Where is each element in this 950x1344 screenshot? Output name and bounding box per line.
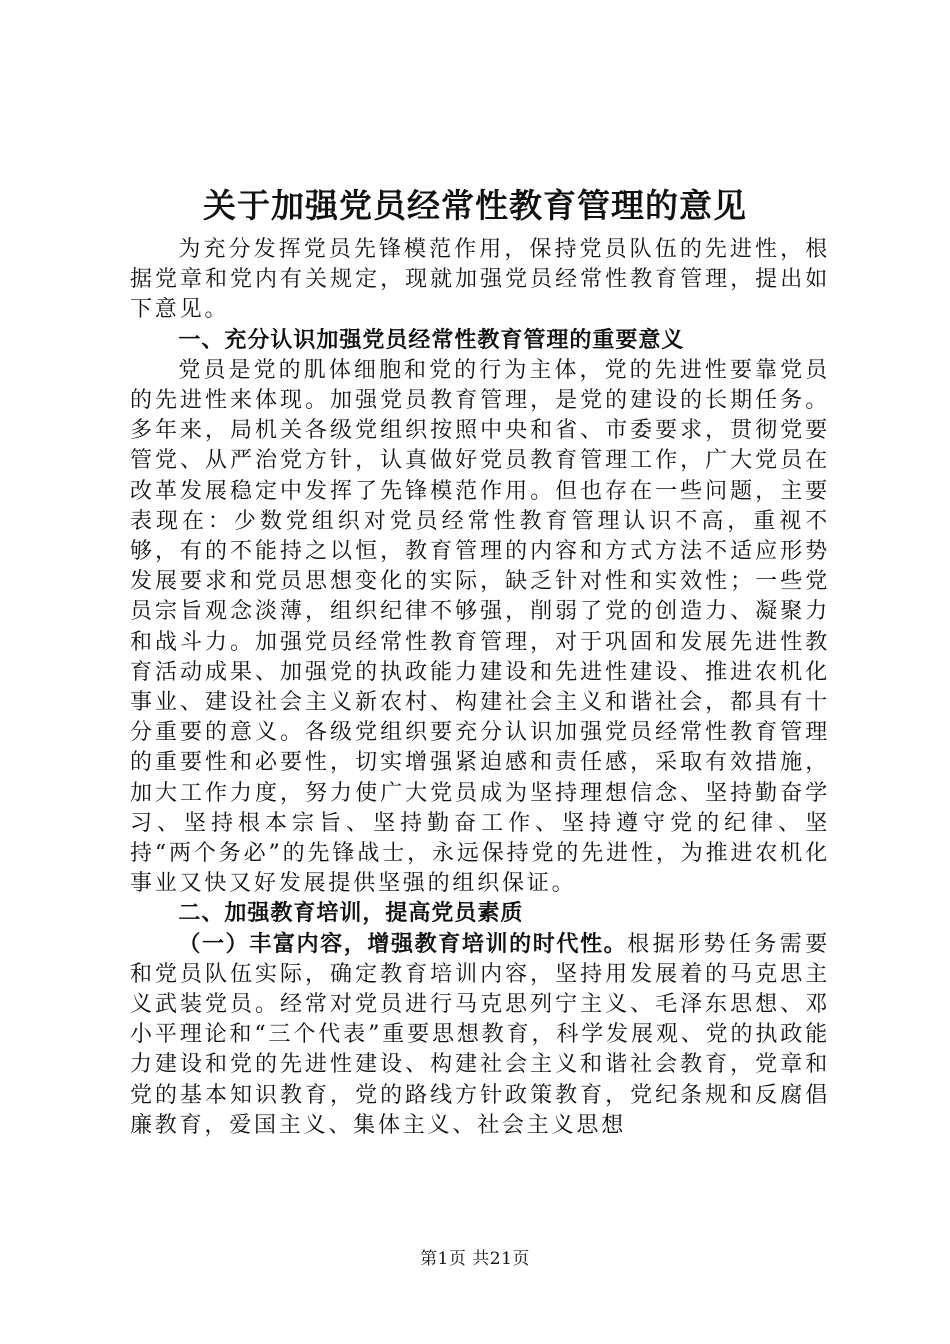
section-1-heading: 一、充分认识加强党员经常性教育管理的重要意义	[178, 327, 685, 353]
section-2-sub-1-paragraph	[130, 930, 830, 1141]
section-2-sub-1-body: 根据形势任务需要和党员队伍实际，确定教育培训内容，坚持用发展着的马克思主义武装党员。经常对党员进行马克思列宁主义、毛泽东思想、邓小平理论和“三个代表”重要思想教育，科学发展观、党的执政能力建设和党的先进性建设、构建社会主义和谐社会教育，党章和党的基本知识教育，党的路线方针政策教育，党纪条规和反腐倡廉教育，爱国主义、集体主义、社会主义思想	[130, 931, 830, 1138]
section-2-sub-1-lead: （一）丰富内容，增强教育培训的时代性。	[178, 931, 628, 957]
document-title: 关于加强党员经常性教育管理的意见	[203, 186, 747, 225]
intro-paragraph: 为充分发挥党员先锋模范作用，保持党员队伍的先进性，根据党章和党内有关规定，现就加强党员经常性教育管理，提出如下意见。	[130, 237, 830, 323]
page-footer: 第1页 共21页	[420, 1249, 530, 1269]
document-body	[130, 235, 830, 1141]
section-2-heading: 二、加强教育培训，提高党员素质	[178, 901, 524, 927]
section-1-paragraph: 党员是党的肌体细胞和党的行为主体，党的先进性要靠党员的先进性来体现。加强党员教育管理，是党的建设的长期任务。多年来，局机关各级党组织按照中央和省、市委要求，贯彻党要管党、从严治党方针，认真做好党员教育管理工作，广大党员在改革发展稳定中发挥了先锋模范作用。但也存在一些问题，主要表现在：少数党组织对党员经常性教育管理认识不高，重视不够，有的不能持之以恒，教育管理的内容和方式方法不适应形势发展要求和党员思想变化的实际，缺乏针对性和实效性；一些党员宗旨观念淡薄，组织纪律不够强，削弱了党的创造力、凝聚力和战斗力。加强党员经常性教育管理，对于巩固和发展先进性教育活动成果、加强党的执政能力建设和先进性建设、推进农机化事业、建设社会主义新农村、构建社会主义和谐社会，都具有十分重要的意义。各级党组织要充分认识加强党员经常性教育管理的重要性和必要性，切实增强紧迫感和责任感，采取有效措施，加大工作力度，努力使广大党员成为坚持理想信念、坚持勤奋学习、坚持根本宗旨、坚持勤奋工作、坚持遵守党的纪律、坚持“两个务必”的先锋战士，永远保持党的先进性，为推进农机化事业又快又好发展提供坚强的组织保证。	[130, 357, 830, 897]
